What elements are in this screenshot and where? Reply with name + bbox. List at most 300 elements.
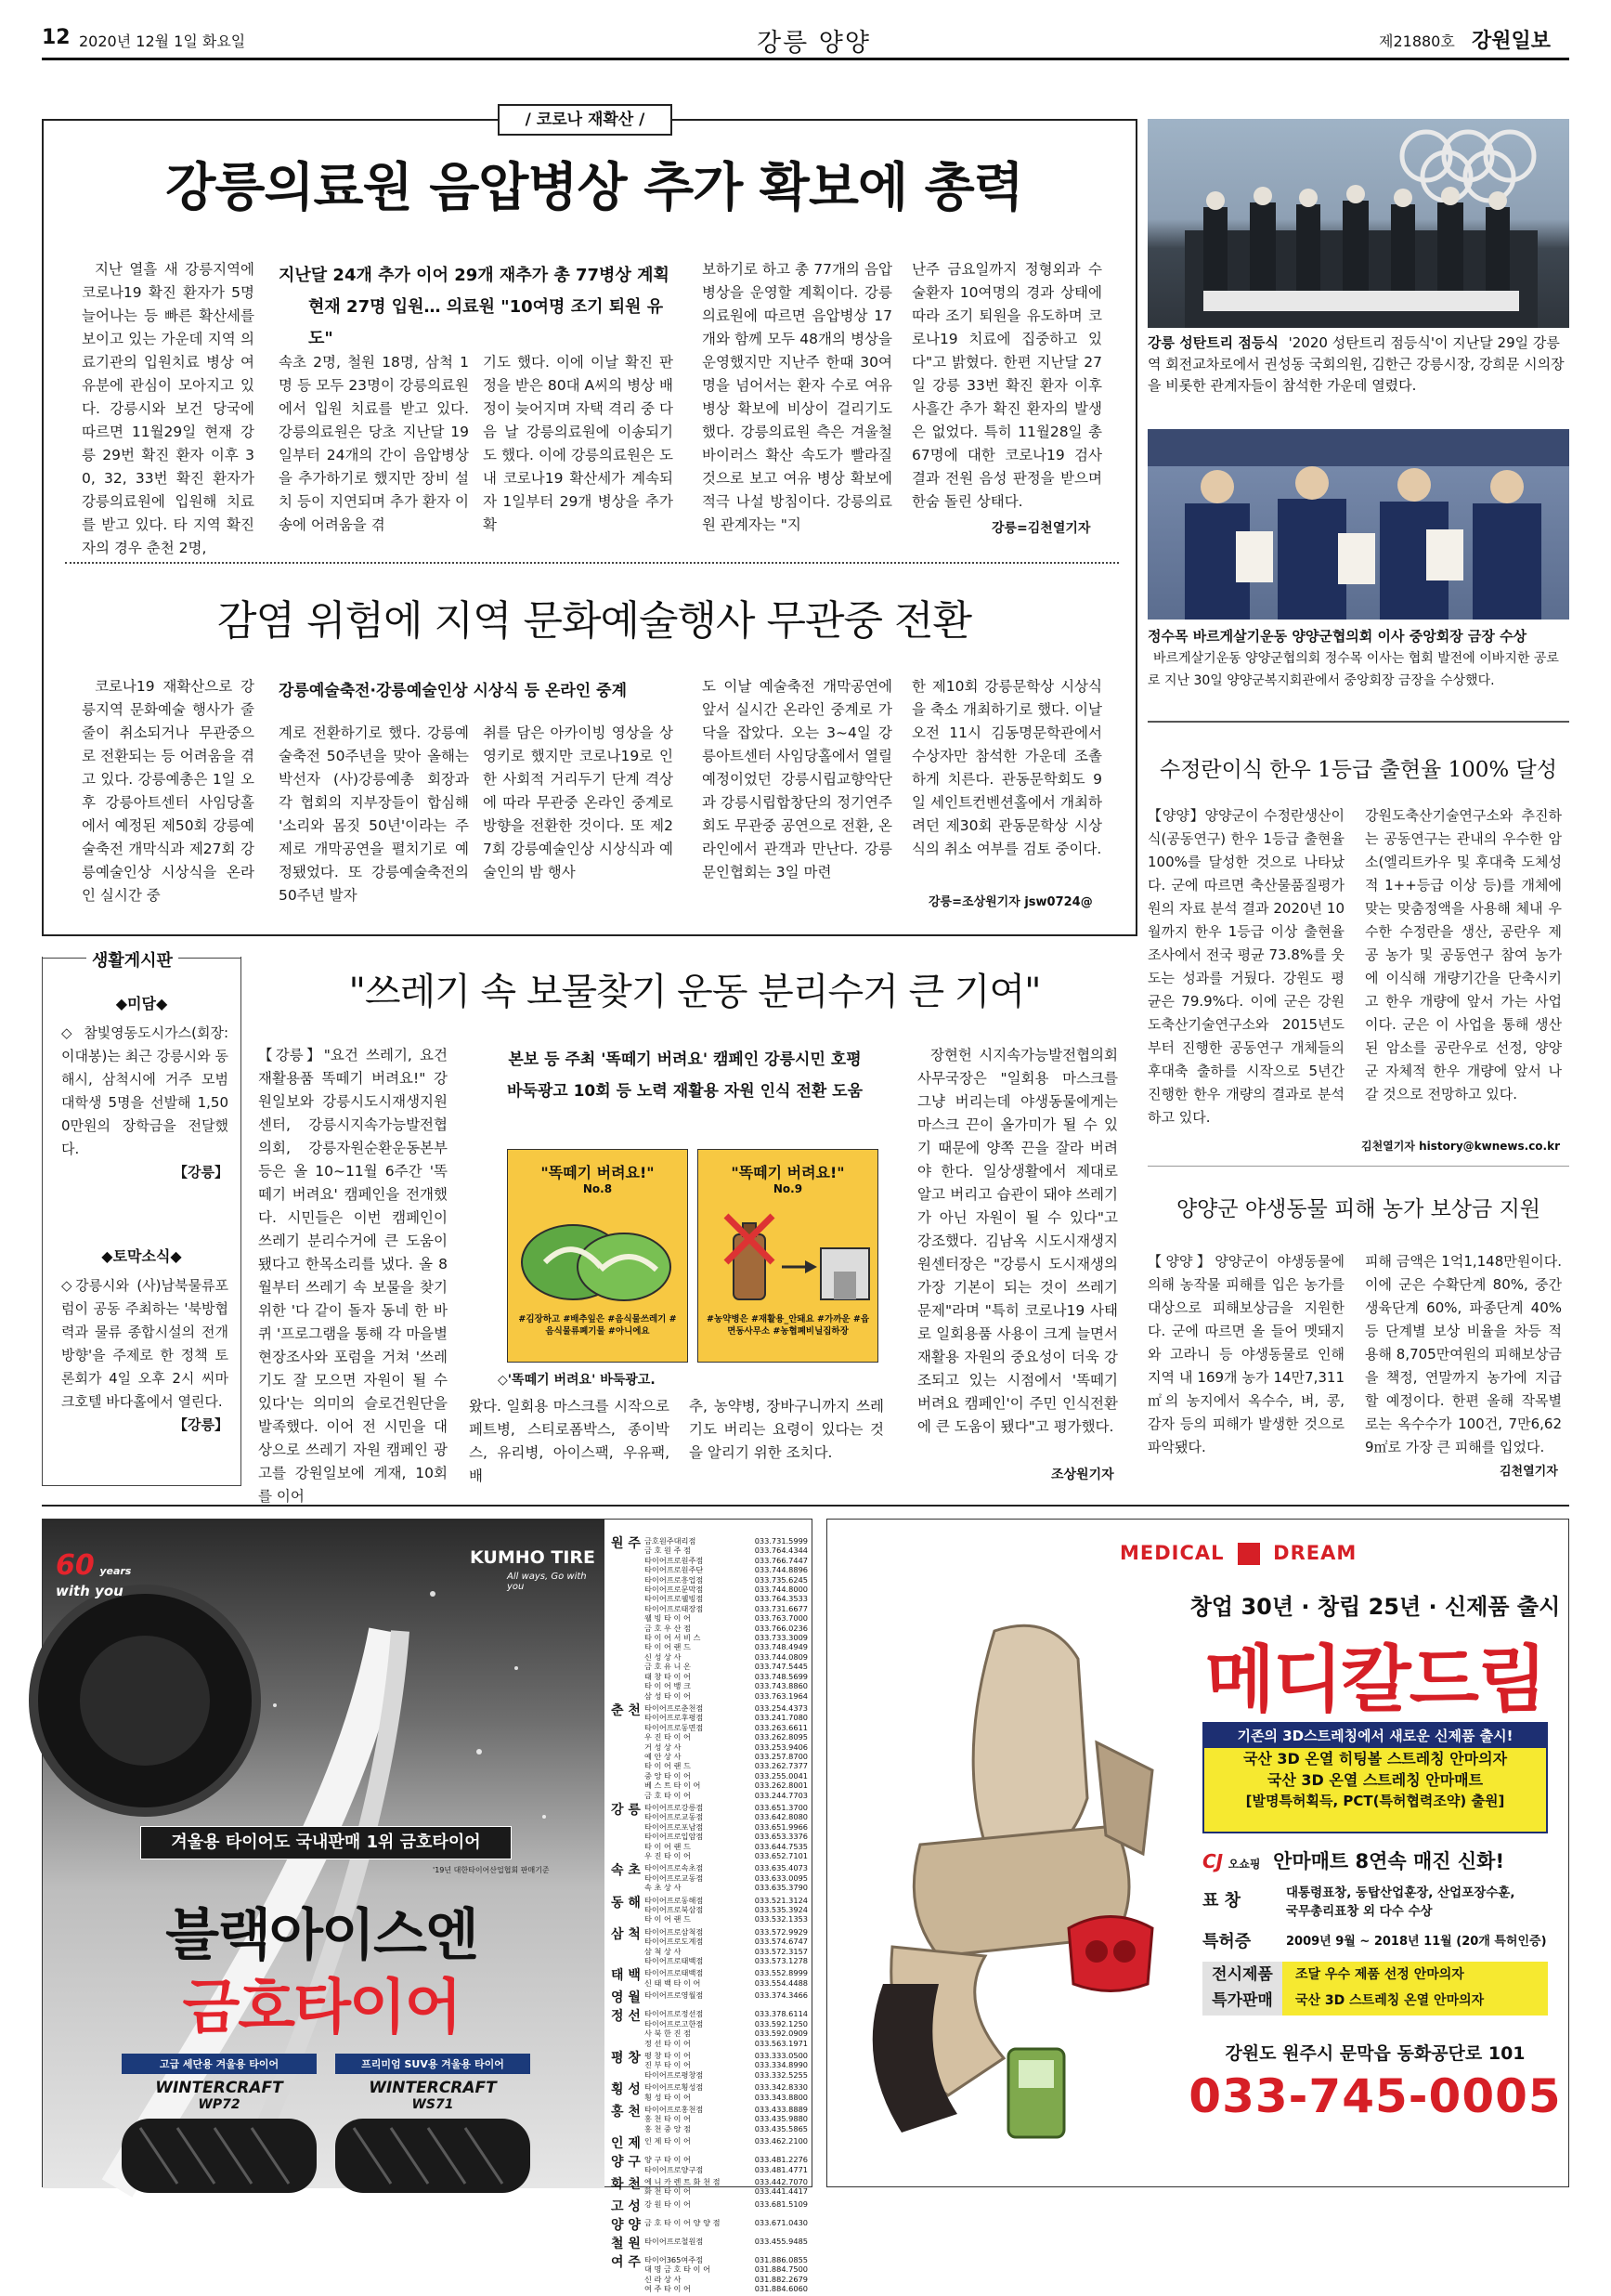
dealer-phone: 033.435.9880: [754, 2114, 808, 2124]
region-name: 홍 천: [611, 2104, 641, 2120]
dealer-name: 타이어프로동해점: [644, 1895, 704, 1905]
dealer-row: [644, 1703, 808, 1713]
dealer-phone: 033.748.4949: [754, 1642, 808, 1652]
photo-christmas-tree: [1148, 119, 1569, 328]
dealer-phone: 031.884.6060: [754, 2284, 808, 2293]
dealer-phone: 033.241.7080: [754, 1713, 808, 1723]
dealer-name: 타이어프로도계점: [644, 1937, 704, 1947]
dealer-name: 타이어프로태백점: [644, 1956, 704, 1966]
region-name: 춘 천: [611, 1702, 641, 1718]
dealer-region: [611, 1863, 808, 1892]
dealer-phone: 033.441.4417: [754, 2186, 808, 2197]
subheadline: 지난달 24개 추가 이어 29개 재추가 총 77병상 계획: [279, 266, 669, 285]
dealer-name: 타이어프로고한점: [644, 2018, 704, 2029]
dealer-row: [644, 2070, 808, 2080]
dealer-phone: 033.592.0909: [754, 2029, 808, 2039]
article-column: 기도 했다. 이에 이날 확진 판정을 받은 80대 A씨의 병상 배정이 늦어지며 자택 격리 중 다음 날 강릉의료원에 이송되기도 했다. 이에 강릉의료원은 도내 코로나19 확산세가 계속되자 1일부터 29개 병상을 추가 확: [483, 354, 673, 533]
dealer-name: 타이어프로후평점: [644, 1713, 704, 1723]
subheadline: 강릉예술축전·강릉예술인상 시상식 등 온라인 중계: [279, 682, 627, 700]
dealer-phone: 033.572.9929: [754, 1926, 808, 1937]
dealer-name: 타이어프로평창점: [644, 2069, 704, 2080]
dealer-phone: 033.573.1278: [754, 1956, 808, 1966]
dealer-row: [644, 1896, 808, 1905]
dealer-row: [644, 1947, 808, 1956]
article-column: 보하기로 하고 총 77개의 음압병상을 운영할 계획이다. 강릉의료원에 따르면 음압병상 17개와 함께 모두 48개의 병상을 운영했지만 지난주 한때 30여명을 넘어서는 환자 수로 여유 병상 확보에 비상이 걸리기도 했다. 강릉의료원 측은 겨울철 바이러스 확산 속도가 빨라질 것으로 보고 여유 병상 확보에 적극 나설 방침이다. 강릉의료원 관계자는 "지: [702, 261, 892, 533]
ad-slogan: 창업 30년 · 창립 25년 · 신제품 출시: [1189, 1594, 1561, 1620]
dealer-region: [611, 1536, 808, 1701]
dealer-phone: 033.651.9966: [754, 1821, 808, 1832]
dealer-name: 거 성 상 사: [644, 1742, 682, 1752]
headline: "쓰레기 속 보물찾기 운동 분리수거 큰 기여": [348, 971, 1041, 1013]
dealer-row: [644, 2165, 808, 2174]
dealer-name: 타이어프로북삼점: [644, 1905, 704, 1915]
dealer-row: [644, 1662, 808, 1671]
ad-phone: 033-745-0005: [1189, 2069, 1562, 2123]
dealer-phone: 031.884.7500: [754, 2264, 808, 2275]
article-kicker: / 코로나 재확산 /: [525, 111, 645, 129]
logo-mark-icon: [1238, 1543, 1260, 1565]
dealer-phone: 033.735.6245: [754, 1574, 808, 1585]
dealer-phone: 033.262.8001: [754, 1781, 808, 1791]
dealer-phone: 033.766.0236: [754, 1623, 808, 1633]
anniversary-years: years: [99, 1565, 132, 1577]
dealer-name: 강 원 타 이 어: [644, 2198, 691, 2209]
dealer-row: [644, 2114, 808, 2123]
bulletin-item: ◇참빛영동도시가스(회장:이대봉)는 최근 강릉시와 동해시, 삼척시에 거주 모범 대학생 5명을 선발해 1,500만원의 장학금을 전달했다. 【강릉】: [61, 1022, 228, 1184]
dealer-row: [644, 1781, 808, 1790]
dealer-row: [644, 2155, 808, 2164]
dealer-name: 타이어프로태장점: [644, 1603, 704, 1613]
dealer-phone: 033.748.5699: [754, 1671, 808, 1681]
dealer-row: [644, 1624, 808, 1633]
dealer-name: 홍 천 타 이 어: [644, 2114, 691, 2124]
dealer-row: [644, 1732, 808, 1742]
dealer-name: 삼 성 타 이 어: [644, 1690, 691, 1701]
region-name: 동 해: [611, 1895, 641, 1911]
dealer-phone: 033.733.3009: [754, 1633, 808, 1643]
dealer-region: [611, 2177, 808, 2197]
dealer-row: [644, 1633, 808, 1642]
dealer-name: 타이어프로웰빙점: [644, 1594, 704, 1604]
article-column: 속초 2명, 철원 18명, 삼척 1명 등 모두 23명이 강릉의료원에서 입원 치료를 받고 있다. 강릉의료원은 당초 지난달 19일부터 24개의 간이 음압병상을 추가하기로 했지만 장비 설치 등이 지연되며 추가 환자 이송에 어려움을 겪: [279, 354, 469, 533]
cj-promo: [1202, 1846, 1548, 1874]
dealer-row: [644, 1822, 808, 1832]
region-name: 정 선: [611, 2009, 641, 2025]
dealer-phone: 033.635.3790: [754, 1883, 808, 1893]
dealer-phone: 033.652.7101: [754, 1851, 808, 1860]
dealer-region: [611, 1927, 808, 1966]
dealer-phone: 033.374.3466: [754, 1990, 808, 2001]
dealer-row: [644, 1883, 808, 1892]
photo-award: [1148, 429, 1569, 620]
region-name: 영 월: [611, 1990, 641, 2006]
dealer-phone: 033.747.5445: [754, 1662, 808, 1672]
dealer-name: 타이어프로영월점: [644, 1990, 704, 2001]
dealer-row: [644, 1681, 808, 1690]
anniversary-badge: [56, 1549, 131, 1599]
region-name: 강 릉: [611, 1802, 641, 1818]
dealer-phone: 031.886.0855: [754, 2254, 808, 2264]
dealer-phone: 033.332.5255: [754, 2069, 808, 2080]
dealer-name: 웰 빙 타 이 어: [644, 1613, 691, 1624]
dealer-row: [644, 1752, 808, 1761]
dealer-row: [644, 2019, 808, 2029]
ad-banner-note: '19년 대한타이어산업협회 판매기준: [433, 1866, 550, 1874]
dealer-phone: 033.263.6611: [754, 1722, 808, 1732]
dealer-phone: 033.633.0095: [754, 1872, 808, 1883]
dealer-name: 우 진 타 이 어: [644, 1732, 691, 1742]
dealer-row: [644, 1613, 808, 1623]
dealer-name: 태 창 타 이 어: [644, 1671, 691, 1681]
dealer-region: [611, 2199, 808, 2215]
photo-caption: [1148, 626, 1569, 692]
anniversary-number: 60: [56, 1549, 95, 1582]
dealer-row: [644, 2029, 808, 2038]
dealer-name: 타이어프로원주단: [644, 1565, 704, 1575]
dealer-row: [644, 2237, 808, 2246]
dealer-row: [644, 1585, 808, 1594]
dealer-name: 금 호 타 이 어 양 양 점: [644, 2217, 721, 2227]
dealer-row: [644, 1565, 808, 1574]
region-name: 태 백: [611, 1968, 641, 1984]
kumho-tire-ad: [42, 1519, 812, 2293]
dealer-row: [644, 2218, 808, 2227]
dealer-name: 금 호 우 산 점: [644, 1623, 691, 1633]
dealer-row: [644, 1642, 808, 1651]
dealer-row: [644, 2284, 808, 2293]
dealer-row: [644, 2060, 808, 2069]
article-divider: [65, 562, 1119, 564]
region-name: 양 양: [611, 2217, 641, 2233]
bulletin-title: 생활게시판: [86, 947, 178, 972]
dealer-phone: 033.592.1250: [754, 2018, 808, 2029]
bulletin-item: ◇강릉시와 (사)남북물류포럼이 공동 주최하는 '북방협력과 물류 종합시설의 전개 방향'을 주제로 한 정책 토론회가 4일 오후 2시 씨마크호텔 바다홀에서 열린다. 【강릉】: [61, 1274, 228, 1437]
dealer-region: [611, 1968, 808, 1988]
dealer-row: [644, 1978, 808, 1988]
dealer-name: 타 이 어 랜 드: [644, 1761, 691, 1771]
dealer-row: [644, 2009, 808, 2018]
ad-banner: [140, 1826, 512, 1859]
dealer-name: 타이어프로양구점: [644, 2164, 704, 2174]
dealer-row: [644, 1832, 808, 1841]
dealer-name: 횡 성 타 이 어: [644, 2092, 691, 2102]
page-number: 12: [42, 26, 71, 49]
dealer-row: [644, 1927, 808, 1937]
article-column: 지난 열흘 새 강릉지역에 코로나19 확진 환자가 5명 늘어나는 등 빠른 확산세를 보이고 있는 가운데 지역 의료기관의 입원치료 병상 여유분에 관심이 모아지고 있다. 강릉시와 보건 당국에 따르면 11월29일 현재 강릉 29번 확진 환자 이후 30, 32, 33번 확진 환자가 강릉의료원에 입원해 치료를 받고 있다. 타 지역 확진자의 경우 춘천 2명,: [82, 261, 254, 556]
panel-hashtags: #농약병은 #재활용_안돼요 #가까운 #읍면동사무소 #농협폐비닐집하장: [707, 1314, 869, 1337]
dealer-region: [611, 2051, 808, 2080]
dealer-name: 중 앙 타 이 어: [644, 1770, 691, 1781]
article-column: 【양양】양양군이 야생동물에 의해 농작물 피해를 입은 농가를 대상으로 피해보상금을 지원한다. 군에 따르면 올 들어 멧돼지와 고라니 등 야생동물로 인해 지역 내 169개 농가 14만7,311㎡의 농지에서 옥수수, 벼, 콩, 감자 등의 피해가 발생한 것으로 파악됐다.: [1148, 1253, 1345, 1455]
issue-number: 제21880호: [1379, 33, 1455, 50]
region-name: 여 주: [611, 2254, 641, 2270]
dealer-row: [644, 1575, 808, 1585]
dealer-phone: 033.442.7070: [754, 2176, 808, 2186]
dealer-name: 진 부 타 이 어: [644, 2060, 691, 2070]
dealer-row: [644, 1914, 808, 1924]
dealer-name: 신 라 상 사: [644, 2274, 682, 2284]
dealer-region: [611, 2105, 808, 2133]
subheadline-block: [279, 260, 687, 355]
dealer-name: 타이어프로입암점: [644, 1832, 704, 1842]
dealer-row: [644, 1937, 808, 1946]
ad-separator: [42, 1505, 1569, 1507]
cj-promo-text: 안마매트 8연속 매진 신화!: [1273, 1850, 1505, 1872]
dealer-name: 타이어프로삼척점: [644, 1926, 704, 1937]
dealer-row: [644, 2177, 808, 2186]
dealer-name: 타 이 어 랜 드: [644, 1841, 691, 1851]
dealer-row: [644, 1594, 808, 1603]
region-name: 화 천: [611, 2176, 641, 2192]
dealer-phone: 033.764.3533: [754, 1594, 808, 1604]
dealer-phone: 033.521.3124: [754, 1895, 808, 1905]
dealer-name: 타이어프로문막점: [644, 1585, 704, 1595]
dealer-name: 타이어프로태백점: [644, 1968, 704, 1978]
dealer-name: 타 이 어 서 비 스: [644, 1633, 701, 1643]
header-rule: [42, 58, 1569, 60]
panel-number: No.9: [773, 1182, 803, 1195]
headline: 수정란이식 한우 1등급 출현율 100% 달성: [1160, 758, 1557, 782]
dealer-row: [644, 1863, 808, 1872]
massage-chair-illustration: [846, 1612, 1180, 2170]
dealer-phone: 033.744.8000: [754, 1585, 808, 1595]
dealer-phone: 033.651.3700: [754, 1802, 808, 1812]
product-label: 고급 세단용 겨울용 타이어: [122, 2054, 317, 2074]
photo-caption: [1148, 333, 1569, 397]
tire-tread-icon: [122, 2119, 604, 2193]
brand-logo: MEDICAL DREAM: [1120, 1542, 1358, 1564]
byline: 김천열기자 history@kwnews.co.kr: [1361, 1140, 1561, 1153]
ad-image-area: [43, 1520, 604, 2188]
dealer-name: 신 태 백 타 이 어: [644, 1977, 701, 1988]
dealer-phone: 033.254.4373: [754, 1702, 808, 1713]
dealer-name: 금 호 유 니 온: [644, 1662, 691, 1672]
dealer-region: [611, 2136, 808, 2152]
region-name: 속 초: [611, 1863, 641, 1879]
dealer-row: [644, 1873, 808, 1883]
right-rule: [1148, 721, 1569, 723]
bulletin-title-bar: [42, 947, 241, 970]
region-name: 철 원: [611, 2236, 641, 2251]
dealer-phone: 031.882.2679: [754, 2274, 808, 2284]
dealer-name: 인 제 타 이 어: [644, 2136, 691, 2146]
dealer-phone: 033.766.7447: [754, 1555, 808, 1565]
tree-ceremony-illustration: [1148, 119, 1569, 328]
region-name: 고 성: [611, 2198, 641, 2214]
headline: 감염 위험에 지역 문화예술행사 무관중 전환: [216, 597, 971, 645]
article-column: 난주 금요일까지 정형외과 수술환자 10여명의 경과 상태에 따라 조기 퇴원을 유도하며 코로나19 치료에 집중하고 있다"고 밝혔다. 한편 지난달 27일 강릉 33번 확진 환자 이후 사흘간 추가 확진 환자의 발생은 없었다. 특히 11월28일 총 67명에 대한 코로나19 검사 결과 전원 음성 판정을 받으며 한숨 돌린 상태다.: [912, 261, 1102, 510]
ad-headline: 금호타이어: [182, 1974, 461, 2042]
bulletin-heading: ◆미담◆: [115, 995, 168, 1012]
ad-brand-name: 메디칼드림: [1204, 1638, 1546, 1722]
dealer-name: 타이어프로정선점: [644, 2009, 704, 2019]
region-name: 평 창: [611, 2050, 641, 2066]
caption-text: 바르게살기운동 양양군협의회 정수목 이사는 협회 발전에 이바지한 공로로 지난 30일 양양군복지회관에서 중앙회장 금장을 수상했다.: [1148, 651, 1559, 688]
headline: 강릉의료원 음압병상 추가 확보에 총력: [165, 157, 1023, 218]
dealer-name: 대 명 금 호 타 이 어: [644, 2264, 710, 2275]
subheadline-block: [469, 1044, 901, 1107]
dealer-row: [644, 1791, 808, 1800]
dealer-name: 타이어365여주점: [644, 2254, 704, 2264]
dealer-phone: 033.253.9406: [754, 1742, 808, 1752]
article-column: 추, 농약병, 장바구니까지 쓰레기도 버리는 요령이 있다는 것을 알리기 위한 조치다.: [689, 1398, 884, 1461]
region-name: 인 제: [611, 2136, 641, 2152]
dealer-list: [611, 1536, 808, 2296]
campaign-ad-panel: [697, 1149, 878, 1363]
dealer-phone: 033.481.2276: [754, 2155, 808, 2165]
dealer-row: [644, 1842, 808, 1851]
article-column: 피해 금액은 1억1,148만원이다. 이에 군은 수확단계 80%, 중간생육단계 60%, 파종단계 40% 등 단계별 보상 비율을 차등 적용해 8,705만여원의 피해보상금을 책정, 연말까지 농가에 지급할 예정이다. 한편 올해 작목별로는 옥수수가 100건, 7만6,629㎡로 가장 큰 피해를 입었다.: [1365, 1253, 1562, 1455]
dealer-region: [611, 2218, 808, 2234]
dealer-region: [611, 2009, 808, 2048]
dealer-name: 타이어프로속초점: [644, 1863, 704, 1873]
product-name: WINTERCRAFT WP72: [155, 2079, 283, 2112]
ad-banner-text: 겨울용 타이어도 국내판매 1위 금호타이어: [171, 1833, 481, 1852]
kicker-tab: [498, 104, 672, 136]
article-column: 장현헌 시지속가능발전협의회 사무국장은 "일회용 마스크를 그냥 버리는데 야생동물에게는 마스크 끈이 올가미가 될 수 있기 때문에 양쪽 끈을 잘라 버려야 한다. 일상생활에서 제대로 알고 버리고 습관이 돼야 쓰레기가 아닌 자원이 될 수 있다"고 강조했다. 김남옥 시도시재생지원센터장은 "강릉시 도시재생의 가장 기본이 되는 것이 쓰레기 문제"라며 "특히 코로나19 사태로 일회용품 사용이 크게 늘면서 재활용 자원의 중요성이 더욱 강조되고 있는 시점에서 '똑떼기 버려요 캠페인'이 주민 인식전환에 큰 도움이 됐다"고 평가했다.: [917, 1047, 1118, 1435]
article-column: 취를 담은 아카이빙 영상을 상영키로 했지만 코로나19로 인한 사회적 거리두기 단계 격상에 따라 무관중 온라인 중계로 방향을 전환한 것이다. 또 제27회 강릉예술인상 시상식과 예술인의 밤 행사: [483, 724, 673, 881]
dealer-phone: 033.731.6677: [754, 1603, 808, 1613]
byline: 김천열기자: [1500, 1465, 1558, 1479]
bulletin-heading: ◆토막소식◆: [101, 1247, 182, 1265]
caption-label: 강릉 성탄트리 점등식: [1148, 334, 1279, 351]
dealer-row: [644, 2093, 808, 2102]
dealer-name: 신 성 상 사: [644, 1651, 682, 1662]
dealer-phone: 033.644.7535: [754, 1841, 808, 1851]
byline: 조상원기자: [1051, 1468, 1114, 1482]
dealer-row: [644, 2051, 808, 2060]
article-column: 한 제10회 강릉문학상 시상식을 축소 개최하기로 했다. 이날 오전 11시 김동명문학관에서 수상자만 참석한 가운데 조촐하게 치른다. 관동문학회도 9일 세인트컨벤션홀에서 개최하려던 제30회 관동문학상 시상식의 취소 여부를 검토 중이다.: [912, 678, 1102, 857]
dealer-phone: 033.763.1964: [754, 1690, 808, 1701]
dealer-phone: 033.262.7377: [754, 1761, 808, 1771]
dealer-name: 화 천 타 이 어: [644, 2186, 691, 2197]
dealer-row: [644, 2255, 808, 2264]
dealer-name: 양 구 타 이 어: [644, 2155, 691, 2165]
dealer-phone: 033.743.8860: [754, 1681, 808, 1691]
exhibit-box: 전시제품 특가판매 조달 우수 제품 선정 안마의자 국산 3D 스트레칭 온열 안마의자: [1202, 1962, 1548, 2016]
dealer-region: [611, 1703, 808, 1800]
dealer-region: [611, 2082, 808, 2102]
dealer-name: 타 이 어 뱅 크: [644, 1681, 691, 1691]
pesticide-bottle-icon: [698, 1197, 879, 1313]
dealer-name: 예 안 상 사: [644, 1751, 682, 1761]
panel-number: No.8: [582, 1182, 613, 1195]
dealer-row: [644, 1956, 808, 1965]
dealer-phone: 033.532.1353: [754, 1914, 808, 1924]
dealer-name: 에 니 카 렌 트 화 천 점: [644, 2176, 721, 2186]
dealer-phone: 033.681.5109: [754, 2198, 808, 2209]
dealer-row: [644, 1812, 808, 1821]
dealer-phone: 033.563.1971: [754, 2038, 808, 2048]
dealer-name: 우 진 타 이 어: [644, 1851, 691, 1860]
ad-headline: 블랙아이스엔: [165, 1903, 477, 1968]
dealer-name: 타이어프로강릉점: [644, 1802, 704, 1812]
massage-cushion-icon: [1059, 1910, 1162, 1993]
dealer-phone: 033.535.3924: [754, 1905, 808, 1915]
brand-tagline: All ways, Go with you: [507, 1572, 587, 1592]
dealer-phone: 033.333.0500: [754, 2050, 808, 2060]
subheadline: 바둑광고 10회 등 노력 재활용 자원 인식 전환 도움: [506, 1082, 864, 1101]
dealer-phone: 033.244.7703: [754, 1790, 808, 1800]
dealer-region: [611, 2155, 808, 2174]
dealer-row: [644, 2039, 808, 2048]
dealer-region: [611, 2255, 808, 2294]
dealer-region: [611, 2237, 808, 2252]
dealer-name: 타이어프로포남점: [644, 1821, 704, 1832]
panel-hashtags: #김장하고 #배추잎은 #음식물쓰레기 #음식물류폐기물 #아니에요: [518, 1314, 677, 1337]
dealer-name: 여 주 타 이 어: [644, 2284, 691, 2293]
dealer-phone: 033.455.9485: [754, 2236, 808, 2246]
dealer-phone: 033.554.4488: [754, 1977, 808, 1988]
byline: 강릉=조상원기자 jsw0724@: [929, 895, 1093, 909]
cj-logo: CJ: [1202, 1850, 1224, 1872]
dealer-row: [644, 1536, 808, 1546]
dealer-name: 타이어프로횡성점: [644, 2082, 704, 2093]
cabbage-icon: [508, 1197, 689, 1313]
dealer-row: [644, 2124, 808, 2133]
dealer-name: 베 스 트 타 이 어: [644, 1781, 701, 1791]
region-name: 양 구: [611, 2155, 641, 2171]
dealer-row: [644, 1691, 808, 1701]
dealer-row: [644, 2199, 808, 2209]
dealer-name: 삼 척 상 사: [644, 1946, 682, 1956]
dealer-row: [644, 2105, 808, 2114]
article-column: 【강릉】"요건 쓰레기, 요건 재활용품 똑떼기 버려요!" 강원일보와 강릉시도시재생지원센터, 강릉시지속가능발전협의회, 강릉자원순환운동본부 등은 올 10~11월 6주간 '똑떼기 버려요' 캠페인을 전개했다. 시민들은 이번 캠페인이 쓰레기 분리수거에 큰 도움이 됐다고 한목소리를 냈다. 올 8월부터 쓰레기 속 보물을 찾기 위한 '다 같이 돌자 동네 한 바퀴 '프로그램을 통해 각 마을별 현장조사와 포럼을 거쳐 '쓰레기도 잘 모으면 자원이 될 수 있다'는 의미의 슬로건원단을 발족했다. 이어 전 시민을 대상으로 쓰레기 자원 캠페인 광고를 강원일보에 게재, 10회를 이어: [258, 1047, 448, 1505]
dealer-name: 사 북 한 진 점: [644, 2029, 691, 2039]
panel-title: "똑떼기 버려요!": [540, 1164, 655, 1181]
dealer-phone: 033.334.8990: [754, 2060, 808, 2070]
dealer-region: [611, 1990, 808, 2006]
dealer-phone: 033.763.7000: [754, 1613, 808, 1624]
dealer-name: 타 이 어 랜 드: [644, 1642, 691, 1652]
article-column: 계로 전환하기로 했다. 강릉예술축전 50주년을 맞아 올해는 박선자 (사)강릉예총 회장과 각 협회의 지부장들이 합심해 '소리와 몸짓 50년'이라는 주제로 개막공연을 펼치기로 예정됐었다. 또 강릉예술축전의 50주년 발자: [279, 724, 469, 904]
dealer-phone: 033.255.0041: [754, 1770, 808, 1781]
campaign-ad-panel: [507, 1149, 688, 1363]
region-name: 원 주: [611, 1536, 641, 1551]
bulletin-tag: 【강릉】: [174, 1164, 228, 1181]
dealer-phone: 033.462.2100: [754, 2136, 808, 2146]
dealer-name: 금 호 타 이 어: [644, 1790, 691, 1800]
photo-caption: ◇'똑떼기 버려요' 바둑광고.: [498, 1373, 656, 1388]
dealer-region: [611, 1896, 808, 1924]
dealer-row: [644, 1771, 808, 1781]
dealer-row: [644, 1990, 808, 2000]
page-date: 2020년 12월 1일 화요일: [79, 33, 246, 50]
right-rule: [1148, 1166, 1569, 1167]
dealer-phone: 033.435.5865: [754, 2123, 808, 2133]
dealer-row: [644, 1556, 808, 1565]
article-column: 강원도축산기술연구소와 추진하는 공동연구는 관내의 우수한 암소(엘리트카우 및 후대축 도체성적 1++등급 이상 등)를 개체에 맞는 맞춤정액을 사용해 체내 우수한 수정란을 생산, 공란우 제공 농가 및 공동연구 참여 농가에 이식해 개량기간을 단축시키고 한우 개량에 앞서 가는 사업이다. 군은 이 사업을 통해 생산된 암소를 공란우로 선정, 양양군 자체적 한우 개량에 앞서 나갈 것으로 전망하고 있다.: [1365, 807, 1562, 1102]
dealer-name: 타이어프로동면점: [644, 1722, 704, 1732]
dealer-region: [611, 1803, 808, 1860]
region-name: 삼 척: [611, 1926, 641, 1942]
dealer-row: [644, 1905, 808, 1914]
dealer-name: 타이어프로교동점: [644, 1812, 704, 1822]
dealer-phone: 033.653.3376: [754, 1832, 808, 1842]
dealer-phone: 033.642.8080: [754, 1812, 808, 1822]
dealer-name: 금 호 원 주 점: [644, 1546, 691, 1556]
dealer-name: 타이어프로원주점: [644, 1555, 704, 1565]
dealer-row: [644, 2275, 808, 2284]
dealer-phone: 033.343.8800: [754, 2092, 808, 2102]
dealer-row: [644, 1803, 808, 1812]
caption-text: '2020 성탄트리 점등식'이 지난달 29일 강릉역 회전교차로에서 권성동 국회의원, 김한근 강릉시장, 강희문 시의장을 비롯한 관계자들이 참석한 가운데 열렸다.: [1148, 334, 1565, 394]
dealer-phone: 033.764.4344: [754, 1546, 808, 1556]
dealer-row: [644, 1652, 808, 1662]
panel-title: "똑떼기 버려요!": [731, 1164, 845, 1181]
dealer-name: 속 초 상 사: [644, 1883, 682, 1893]
dealer-name: 타이어프로홍천점: [644, 2104, 704, 2114]
